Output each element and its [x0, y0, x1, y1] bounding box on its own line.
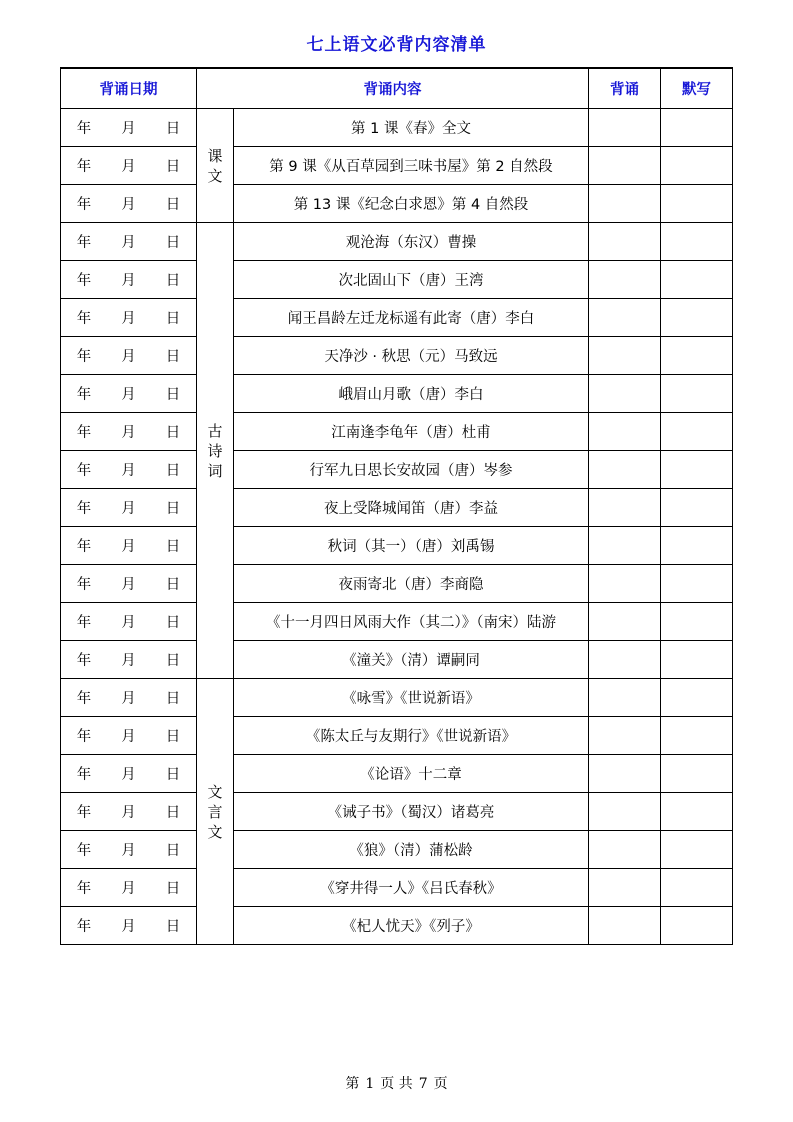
- category-label-char: 文: [207, 782, 223, 801]
- dictation-check-cell[interactable]: [661, 413, 733, 451]
- date-year-label: 年: [76, 121, 92, 137]
- dictation-check-cell[interactable]: [661, 869, 733, 907]
- table-row: [61, 185, 733, 223]
- content-cell: 观沧海（东汉）曹操: [234, 223, 589, 261]
- dictation-check-cell[interactable]: [661, 755, 733, 793]
- recite-check-cell[interactable]: [589, 489, 661, 527]
- date-year-label: 年: [76, 805, 92, 821]
- date-cell[interactable]: [61, 831, 197, 869]
- dictation-check-cell[interactable]: [661, 641, 733, 679]
- dictation-check-cell[interactable]: [661, 109, 733, 147]
- table-row: [61, 755, 733, 793]
- date-year-label: 年: [76, 881, 92, 897]
- date-year-label: 年: [76, 691, 92, 707]
- content-cell: 秋词（其一）（唐）刘禹锡: [234, 527, 589, 565]
- table-row: [61, 299, 733, 337]
- recite-check-cell[interactable]: [589, 679, 661, 717]
- date-cell[interactable]: [61, 337, 197, 375]
- date-month-label: 月: [121, 881, 136, 897]
- recite-check-cell[interactable]: [589, 603, 661, 641]
- date-day-label: 日: [165, 881, 181, 897]
- recite-check-cell[interactable]: [589, 641, 661, 679]
- table-row: [61, 223, 733, 261]
- content-cell: 《十一月四日风雨大作（其二）》（南宋）陆游: [234, 603, 589, 641]
- content-cell: 《潼关》（清）谭嗣同: [234, 641, 589, 679]
- table-row: [61, 907, 733, 945]
- content-cell: 第 1 课《春》全文: [234, 109, 589, 147]
- date-day-label: 日: [165, 729, 181, 745]
- recite-check-cell[interactable]: [589, 793, 661, 831]
- category-label-char: 词: [207, 461, 223, 480]
- footer-suffix: 页: [433, 1076, 448, 1092]
- date-month-label: 月: [121, 501, 136, 517]
- date-day-label: 日: [165, 235, 181, 251]
- recite-check-cell[interactable]: [589, 451, 661, 489]
- date-year-label: 年: [76, 273, 92, 289]
- date-day-label: 日: [165, 919, 181, 935]
- date-year-label: 年: [76, 387, 92, 403]
- date-year-label: 年: [76, 311, 92, 327]
- date-day-label: 日: [165, 273, 181, 289]
- category-label-char: 诗: [207, 441, 223, 460]
- date-month-label: 月: [121, 805, 136, 821]
- content-cell: 《论语》十二章: [234, 755, 589, 793]
- content-cell: 行军九日思长安故园（唐）岑参: [234, 451, 589, 489]
- footer-page-number: 1: [365, 1076, 375, 1092]
- table-row: [61, 831, 733, 869]
- content-cell: 《狼》（清）蒲松龄: [234, 831, 589, 869]
- footer-total-pages: 7: [418, 1076, 428, 1092]
- date-month-label: 月: [121, 159, 136, 175]
- date-year-label: 年: [76, 577, 92, 593]
- page-title: 七上语文必背内容清单: [306, 35, 487, 55]
- table-row: [61, 641, 733, 679]
- table-row: [61, 793, 733, 831]
- date-year-label: 年: [76, 615, 92, 631]
- date-day-label: 日: [165, 805, 181, 821]
- recite-check-cell[interactable]: [589, 375, 661, 413]
- dictation-check-cell[interactable]: [661, 185, 733, 223]
- content-cell: 第 13 课《纪念白求恩》第 4 自然段: [234, 185, 589, 223]
- date-year-label: 年: [76, 539, 92, 555]
- date-month-label: 月: [121, 539, 136, 555]
- recite-check-cell[interactable]: [589, 755, 661, 793]
- table-row: [61, 527, 733, 565]
- dictation-check-cell[interactable]: [661, 337, 733, 375]
- category-label-char: 言: [207, 802, 223, 821]
- date-day-label: 日: [165, 197, 181, 213]
- dictation-check-cell[interactable]: [661, 375, 733, 413]
- recitation-table: [60, 67, 733, 945]
- recite-check-cell[interactable]: [589, 109, 661, 147]
- category-label-char: 课: [207, 146, 223, 165]
- date-year-label: 年: [76, 349, 92, 365]
- date-cell[interactable]: [61, 641, 197, 679]
- category-label: [197, 679, 234, 945]
- dictation-check-cell[interactable]: [661, 717, 733, 755]
- date-cell[interactable]: [61, 679, 197, 717]
- date-cell[interactable]: [61, 793, 197, 831]
- category-label-char: 文: [207, 822, 223, 841]
- date-cell[interactable]: [61, 109, 197, 147]
- date-day-label: 日: [165, 539, 181, 555]
- date-year-label: 年: [76, 197, 92, 213]
- content-cell: 次北固山下（唐）王湾: [234, 261, 589, 299]
- dictation-check-cell[interactable]: [661, 793, 733, 831]
- recite-check-cell[interactable]: [589, 223, 661, 261]
- date-month-label: 月: [121, 653, 136, 669]
- table-row: [61, 375, 733, 413]
- dictation-check-cell[interactable]: [661, 261, 733, 299]
- page-footer: [0, 1073, 793, 1093]
- date-year-label: 年: [76, 159, 92, 175]
- table-row: [61, 869, 733, 907]
- date-day-label: 日: [165, 121, 181, 137]
- date-cell[interactable]: [61, 299, 197, 337]
- date-month-label: 月: [121, 425, 136, 441]
- content-cell: 《诫子书》（蜀汉）诸葛亮: [234, 793, 589, 831]
- date-month-label: 月: [121, 197, 136, 213]
- recite-check-cell[interactable]: [589, 337, 661, 375]
- date-day-label: 日: [165, 577, 181, 593]
- dictation-check-cell[interactable]: [661, 831, 733, 869]
- date-month-label: 月: [121, 463, 136, 479]
- content-cell: 天净沙 · 秋思（元）马致远: [234, 337, 589, 375]
- date-day-label: 日: [165, 463, 181, 479]
- date-cell[interactable]: [61, 375, 197, 413]
- header-content: 背诵内容: [197, 68, 589, 109]
- content-cell: 闻王昌龄左迁龙标遥有此寄（唐）李白: [234, 299, 589, 337]
- date-month-label: 月: [121, 577, 136, 593]
- header-date: 背诵日期: [61, 68, 197, 109]
- date-cell[interactable]: [61, 185, 197, 223]
- date-cell[interactable]: [61, 717, 197, 755]
- date-cell[interactable]: [61, 223, 197, 261]
- date-year-label: 年: [76, 425, 92, 441]
- table-row: [61, 489, 733, 527]
- recite-check-cell[interactable]: [589, 527, 661, 565]
- date-day-label: 日: [165, 653, 181, 669]
- category-label-char: 文: [207, 166, 223, 185]
- header-recite: 背诵: [589, 68, 661, 109]
- date-year-label: 年: [76, 463, 92, 479]
- date-month-label: 月: [121, 767, 136, 783]
- date-year-label: 年: [76, 767, 92, 783]
- footer-middle: 页 共: [380, 1076, 413, 1092]
- content-cell: 第 9 课《从百草园到三味书屋》第 2 自然段: [234, 147, 589, 185]
- category-label: [197, 109, 234, 223]
- date-cell[interactable]: [61, 869, 197, 907]
- content-cell: 夜雨寄北（唐）李商隐: [234, 565, 589, 603]
- dictation-check-cell[interactable]: [661, 603, 733, 641]
- date-day-label: 日: [165, 311, 181, 327]
- date-day-label: 日: [165, 767, 181, 783]
- date-day-label: 日: [165, 159, 181, 175]
- date-year-label: 年: [76, 843, 92, 859]
- date-year-label: 年: [76, 235, 92, 251]
- date-month-label: 月: [121, 615, 136, 631]
- recite-check-cell[interactable]: [589, 907, 661, 945]
- date-month-label: 月: [121, 387, 136, 403]
- table-row: [61, 603, 733, 641]
- table-row: [61, 565, 733, 603]
- date-month-label: 月: [121, 919, 136, 935]
- date-month-label: 月: [121, 691, 136, 707]
- recite-check-cell[interactable]: [589, 185, 661, 223]
- recite-check-cell[interactable]: [589, 261, 661, 299]
- date-day-label: 日: [165, 387, 181, 403]
- date-cell[interactable]: [61, 451, 197, 489]
- dictation-check-cell[interactable]: [661, 489, 733, 527]
- content-cell: 峨眉山月歌（唐）李白: [234, 375, 589, 413]
- category-label: [197, 223, 234, 679]
- recite-check-cell[interactable]: [589, 831, 661, 869]
- recite-check-cell[interactable]: [589, 565, 661, 603]
- dictation-check-cell[interactable]: [661, 223, 733, 261]
- date-cell[interactable]: [61, 489, 197, 527]
- table-row: [61, 147, 733, 185]
- date-month-label: 月: [121, 273, 136, 289]
- table-header-row: [61, 68, 733, 109]
- dictation-check-cell[interactable]: [661, 679, 733, 717]
- date-month-label: 月: [121, 121, 136, 137]
- date-year-label: 年: [76, 919, 92, 935]
- dictation-check-cell[interactable]: [661, 147, 733, 185]
- table-row: [61, 413, 733, 451]
- table-row: [61, 261, 733, 299]
- date-month-label: 月: [121, 235, 136, 251]
- date-cell[interactable]: [61, 565, 197, 603]
- recite-check-cell[interactable]: [589, 413, 661, 451]
- dictation-check-cell[interactable]: [661, 907, 733, 945]
- category-label-char: 古: [207, 421, 223, 440]
- date-month-label: 月: [121, 729, 136, 745]
- date-cell[interactable]: [61, 755, 197, 793]
- date-year-label: 年: [76, 729, 92, 745]
- recite-check-cell[interactable]: [589, 869, 661, 907]
- content-cell: 《陈太丘与友期行》《世说新语》: [234, 717, 589, 755]
- date-cell[interactable]: [61, 907, 197, 945]
- dictation-check-cell[interactable]: [661, 299, 733, 337]
- dictation-check-cell[interactable]: [661, 527, 733, 565]
- content-cell: 《咏雪》《世说新语》: [234, 679, 589, 717]
- footer-prefix: 第: [345, 1076, 360, 1092]
- table-row: [61, 679, 733, 717]
- recite-check-cell[interactable]: [589, 717, 661, 755]
- dictation-check-cell[interactable]: [661, 451, 733, 489]
- table-row: [61, 337, 733, 375]
- dictation-check-cell[interactable]: [661, 565, 733, 603]
- content-cell: 《杞人忧天》《列子》: [234, 907, 589, 945]
- header-dictation: 默写: [661, 68, 733, 109]
- table-row: [61, 717, 733, 755]
- table-row: [61, 451, 733, 489]
- date-cell[interactable]: [61, 527, 197, 565]
- content-cell: 夜上受降城闻笛（唐）李益: [234, 489, 589, 527]
- date-cell[interactable]: [61, 413, 197, 451]
- date-day-label: 日: [165, 691, 181, 707]
- date-cell[interactable]: [61, 603, 197, 641]
- recite-check-cell[interactable]: [589, 147, 661, 185]
- content-cell: 江南逢李龟年（唐）杜甫: [234, 413, 589, 451]
- table-row: [61, 109, 733, 147]
- date-cell[interactable]: [61, 261, 197, 299]
- date-month-label: 月: [121, 311, 136, 327]
- date-day-label: 日: [165, 501, 181, 517]
- content-cell: 《穿井得一人》《吕氏春秋》: [234, 869, 589, 907]
- date-cell[interactable]: [61, 147, 197, 185]
- date-year-label: 年: [76, 653, 92, 669]
- recite-check-cell[interactable]: [589, 299, 661, 337]
- date-day-label: 日: [165, 843, 181, 859]
- date-day-label: 日: [165, 349, 181, 365]
- date-month-label: 月: [121, 843, 136, 859]
- date-day-label: 日: [165, 425, 181, 441]
- date-month-label: 月: [121, 349, 136, 365]
- date-day-label: 日: [165, 615, 181, 631]
- date-year-label: 年: [76, 501, 92, 517]
